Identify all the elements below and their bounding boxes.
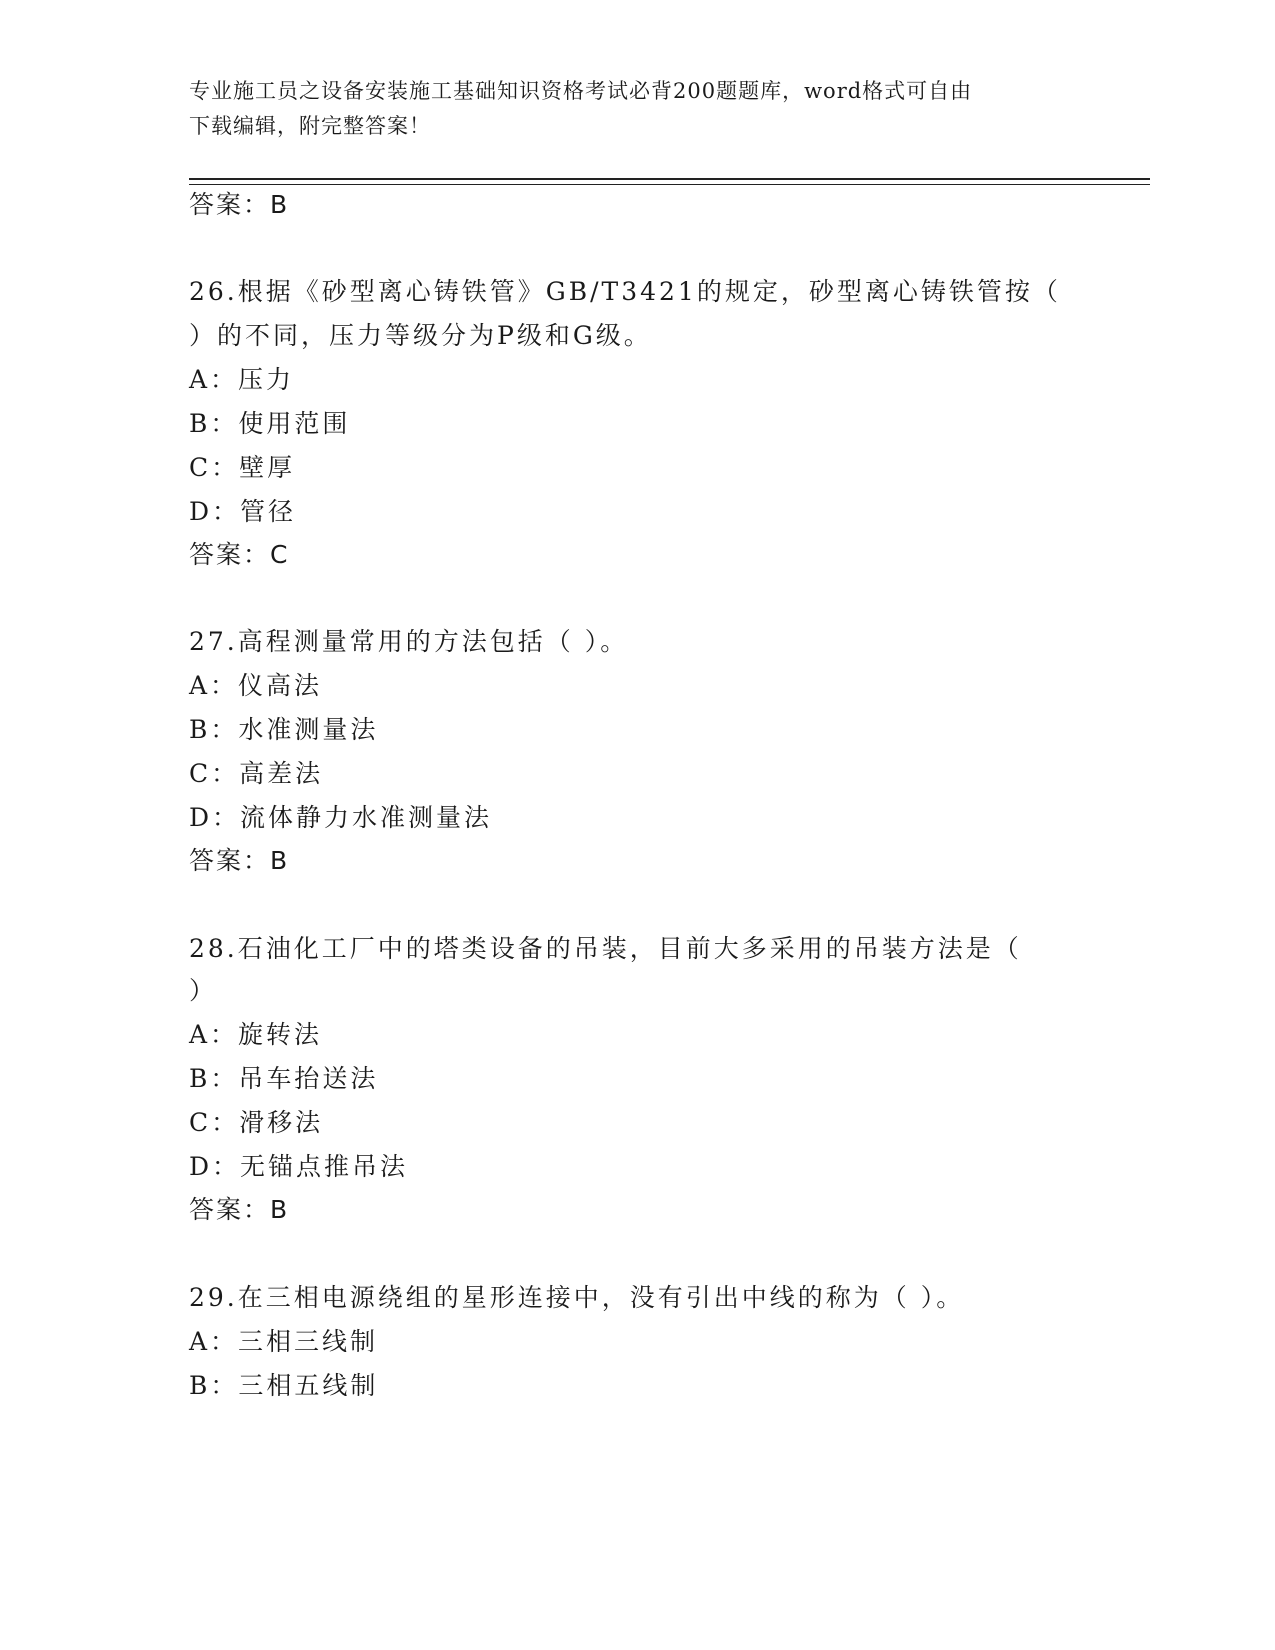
option-b: B：吊车抬送法 xyxy=(189,1064,379,1093)
question-stem-line: 28.石油化工厂中的塔类设备的吊装，目前大多采用的吊装方法是（ xyxy=(189,934,1022,963)
header-rule-thin xyxy=(189,184,1150,185)
option-c: C：壁厚 xyxy=(189,453,296,482)
option-a: A：压力 xyxy=(189,365,295,394)
question-stem-line: 29.在三相电源绕组的星形连接中，没有引出中线的称为（ ）。 xyxy=(189,1283,965,1312)
option-b: B：三相五线制 xyxy=(189,1371,379,1400)
option-d: D：流体静力水准测量法 xyxy=(189,803,493,832)
option-b: B：水准测量法 xyxy=(189,715,379,744)
previous-answer: 答案：B xyxy=(189,190,290,219)
header-rule-thick xyxy=(189,178,1150,180)
question-stem-line: ） xyxy=(189,976,218,1005)
answer: 答案：C xyxy=(189,540,290,569)
question-stem-line: 26.根据《砂型离心铸铁管》GB/T3421的规定，砂型离心铸铁管按（ xyxy=(189,277,1061,306)
question-stem-line: ）的不同，压力等级分为P级和G级。 xyxy=(189,321,652,350)
option-d: D：管径 xyxy=(189,497,297,526)
option-b: B：使用范围 xyxy=(189,409,351,438)
option-d: D：无锚点推吊法 xyxy=(189,1152,409,1181)
option-c: C：高差法 xyxy=(189,759,324,788)
page-header xyxy=(189,74,1089,144)
answer: 答案：B xyxy=(189,846,290,875)
option-a: A：仪高法 xyxy=(189,671,323,700)
answer: 答案：B xyxy=(189,1195,290,1224)
option-a: A：三相三线制 xyxy=(189,1327,379,1356)
header-line-2: 下载编辑，附完整答案！ xyxy=(189,114,431,138)
header-line-1: 专业施工员之设备安装施工基础知识资格考试必背200题题库，word格式可自由 xyxy=(189,79,973,103)
option-a: A：旋转法 xyxy=(189,1020,323,1049)
option-c: C：滑移法 xyxy=(189,1108,324,1137)
question-stem-line: 27.高程测量常用的方法包括（ ）。 xyxy=(189,627,629,656)
